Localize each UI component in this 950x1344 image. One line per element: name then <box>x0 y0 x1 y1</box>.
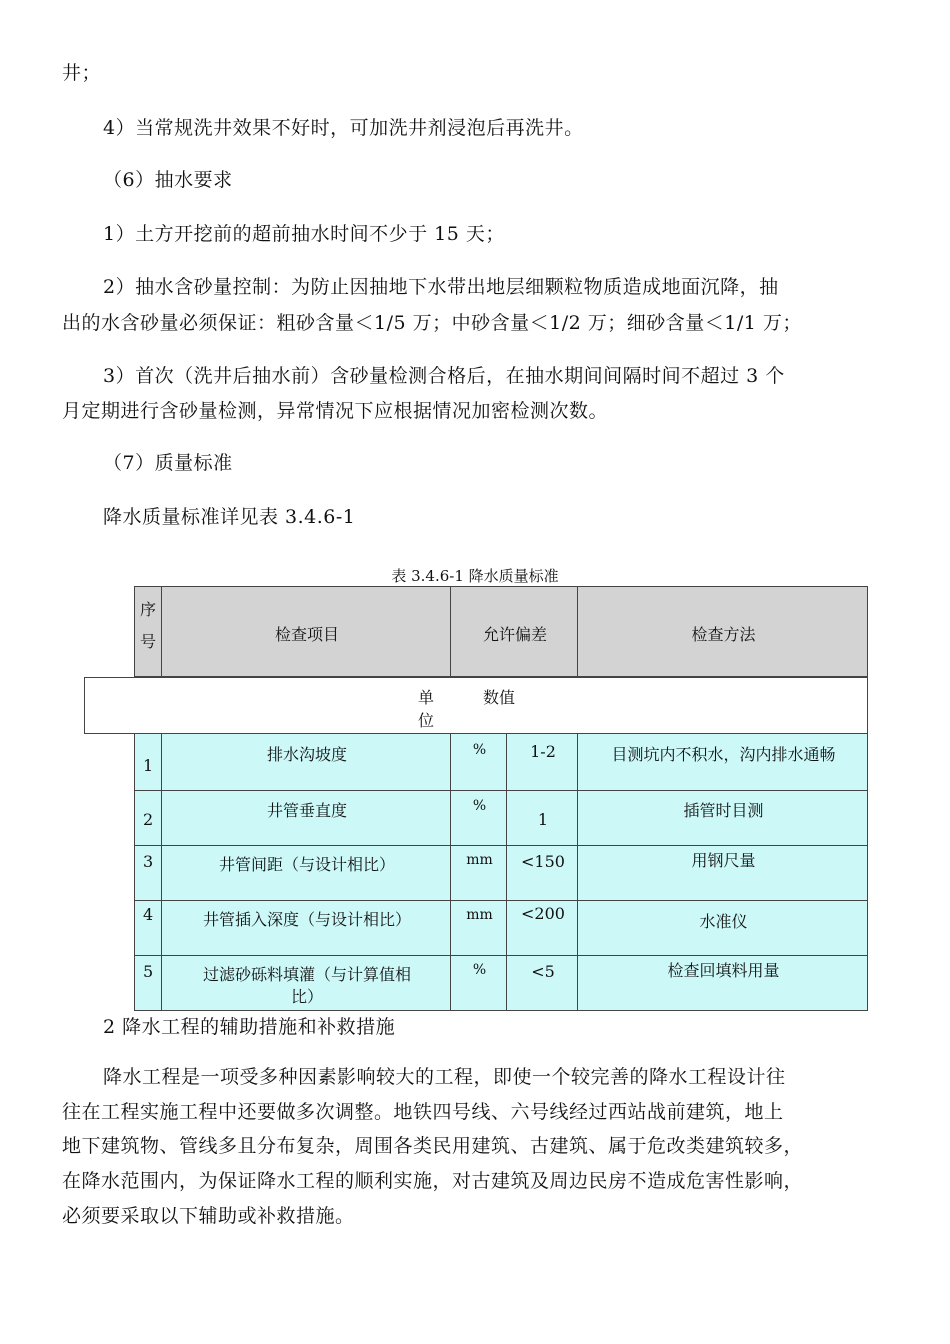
subheader-value: 数值 <box>483 688 516 707</box>
paragraph-line: 必须要采取以下辅助或补救措施。 <box>62 1205 355 1227</box>
table-row-4-method: 水准仪 <box>577 900 868 956</box>
table-row-3-unit: mm <box>450 845 507 901</box>
header-tolerance <box>450 586 578 677</box>
table-row-4-unit: mm <box>450 900 507 956</box>
table-row-3-no: 3 <box>134 845 162 901</box>
table-row-2-item: 井管垂直度 <box>161 790 451 846</box>
subheader-unit-1: 单 <box>418 688 435 707</box>
table-row-1-no: 1 <box>134 733 162 791</box>
paragraph-line: 3）首次（洗井后抽水前）含砂量检测合格后，在抽水期间间隔时间不超过 3 个 <box>103 365 785 387</box>
paragraph-line: 井； <box>62 62 102 84</box>
header-item <box>161 586 451 677</box>
table-row-1-value: 1-2 <box>506 733 578 791</box>
table-row-4-value: <200 <box>506 900 578 956</box>
header-method-label: 检查方法 <box>691 625 756 644</box>
table-row-5-value: <5 <box>506 955 578 1011</box>
subheader-unit-2: 位 <box>418 711 435 730</box>
paragraph-line: 月定期进行含砂量检测，异常情况下应根据情况加密检测次数。 <box>62 400 609 422</box>
table-row-3-item: 井管间距（与设计相比） <box>161 845 451 901</box>
paragraph-line: 往在工程实施工程中还要做多次调整。地铁四号线、六号线经过西站战前建筑，地上 <box>62 1101 784 1123</box>
header-method <box>577 586 868 677</box>
table-row-2-no: 2 <box>134 790 162 846</box>
subheader-row <box>84 677 868 734</box>
table-row-5-item: 过滤砂砾料填灌（与计算值相 比） <box>161 955 451 1011</box>
header-seq-2: 号 <box>140 632 157 651</box>
header-seq-1: 序 <box>140 600 157 619</box>
table-row-3-value: <150 <box>506 845 578 901</box>
paragraph-line: 地下建筑物、管线多且分布复杂，周围各类民用建筑、古建筑、属于危改类建筑较多， <box>62 1135 804 1157</box>
table-row-3-method: 用钢尺量 <box>577 845 868 901</box>
section-heading: （7）质量标准 <box>103 452 233 474</box>
section-heading: 2 降水工程的辅助措施和补救措施 <box>103 1016 396 1038</box>
header-item-label: 检查项目 <box>274 625 339 644</box>
table-caption: 表 3.4.6-1 降水质量标准 <box>391 567 559 585</box>
table-row-5-no: 5 <box>134 955 162 1011</box>
paragraph-line: 在降水范围内，为保证降水工程的顺利实施，对古建筑及周边民房不造成危害性影响， <box>62 1170 804 1192</box>
table-row-2-unit: % <box>450 790 507 846</box>
table-row-5-unit: % <box>450 955 507 1011</box>
table-row-1-item: 排水沟坡度 <box>161 733 451 791</box>
table-row-5-method: 检查回填料用量 <box>577 955 868 1011</box>
table-row-2-method: 插管时目测 <box>577 790 868 846</box>
paragraph-line: 2）抽水含砂量控制：为防止因抽地下水带出地层细颗粒物质造成地面沉降，抽 <box>103 276 779 298</box>
header-seq <box>134 586 162 677</box>
header-tolerance-label: 允许偏差 <box>482 625 547 644</box>
paragraph-line: 降水质量标准详见表 3.4.6-1 <box>103 506 356 528</box>
table-row-4-no: 4 <box>134 900 162 956</box>
paragraph-line: 1）土方开挖前的超前抽水时间不少于 15 天； <box>103 223 505 245</box>
table-row-4-item: 井管插入深度（与设计相比） <box>161 900 451 956</box>
paragraph-line: 出的水含砂量必须保证：粗砂含量＜1/5 万；中砂含量＜1/2 万；细砂含量＜1/1 万； <box>62 312 802 334</box>
paragraph-line: 降水工程是一项受多种因素影响较大的工程，即使一个较完善的降水工程设计往 <box>103 1066 786 1088</box>
table-row-2-value: 1 <box>506 790 578 846</box>
table-row-1-method: 目测坑内不积水，沟内排水通畅 <box>577 733 868 791</box>
table-row-1-unit: % <box>450 733 507 791</box>
section-heading: （6）抽水要求 <box>103 169 233 191</box>
paragraph-line: 4）当常规洗井效果不好时，可加洗井剂浸泡后再洗井。 <box>103 117 584 139</box>
